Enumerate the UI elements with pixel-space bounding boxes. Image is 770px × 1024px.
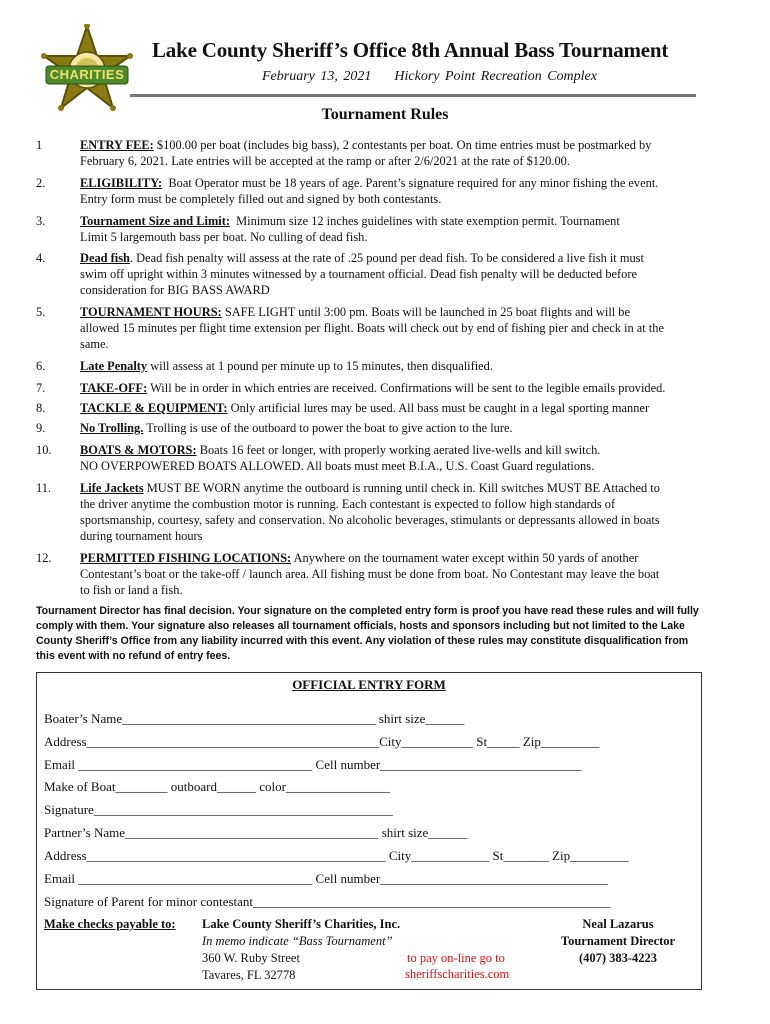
header-divider bbox=[130, 94, 696, 97]
rule-number: 11. bbox=[36, 481, 52, 495]
rule-heading: BOATS & MOTORS: bbox=[80, 443, 197, 457]
rule-number: 12. bbox=[36, 551, 52, 565]
rule-heading: Life Jackets bbox=[80, 481, 144, 495]
rule-heading: Tournament Size and Limit: bbox=[80, 214, 230, 228]
rule-number: 10. bbox=[36, 443, 52, 457]
rule-item bbox=[36, 175, 696, 207]
parent-signature-field[interactable]: Signature of Parent for minor contestant_______________________________________________________ bbox=[44, 894, 611, 909]
partner-address-field[interactable]: Address______________________________________________ City____________ St_______ Zip_________ bbox=[44, 848, 629, 863]
rule-first-line bbox=[80, 480, 696, 496]
rule-continuation-line: during tournament hours bbox=[80, 529, 203, 543]
boat-details-field[interactable]: Make of Boat________ outboard______ color________________ bbox=[44, 779, 390, 794]
boater-name-field[interactable]: Boater’s Name_______________________________________ shirt size______ bbox=[44, 711, 465, 726]
rule-continuation-line: Entry form must be completely filled out and signed by both contestants. bbox=[80, 192, 442, 206]
rules-title: Tournament Rules bbox=[321, 106, 449, 123]
rule-continuation-line: NO OVERPOWERED BOATS ALLOWED. All boats must meet B.I.A., U.S. Coast Guard regulations. bbox=[80, 459, 595, 473]
rule-item bbox=[36, 480, 696, 544]
rule-continuation-line: the driver anytime the combustion motor is running. Each contestant is expected to follow high standards of bbox=[80, 497, 616, 511]
rule-text: will assess at 1 pound per minute up to 15 minutes, then disqualified. bbox=[147, 359, 493, 373]
rule-number: 1 bbox=[36, 138, 43, 152]
rule-first-line bbox=[80, 442, 696, 458]
partner-name-field[interactable]: Partner’s Name_______________________________________ shirt size______ bbox=[44, 825, 468, 840]
rule-heading: Late Penalty bbox=[80, 359, 148, 373]
rule-first-line bbox=[80, 550, 696, 566]
payee-street: 360 W. Ruby Street bbox=[202, 951, 300, 965]
rules-list bbox=[36, 137, 696, 598]
entry-form-title: OFFICIAL ENTRY FORM bbox=[292, 677, 446, 692]
rule-text: Will be in order in which entries are received. Confirmations will be sent to the legible emails provided. bbox=[147, 381, 666, 395]
rule-first-line bbox=[80, 420, 696, 436]
rule-number: 9. bbox=[36, 421, 46, 435]
rule-first-line bbox=[80, 400, 696, 416]
rule-first-line bbox=[80, 358, 696, 374]
online-pay-note: to pay on-line go to bbox=[407, 951, 505, 965]
online-pay-link[interactable]: sheriffscharities.com bbox=[405, 967, 510, 981]
rule-continuation-line: same. bbox=[80, 337, 109, 351]
payee-name: Lake County Sheriff’s Charities, Inc. bbox=[202, 917, 401, 931]
rule-item bbox=[36, 250, 696, 298]
boater-address-field[interactable]: Address_____________________________________________City___________ St_____ Zip_________ bbox=[44, 734, 600, 749]
rule-continuation-line: swim off upright within 3 minutes witnessed by a tournament official. Dead fish penalty will be deducted before bbox=[80, 267, 637, 281]
rule-heading: ENTRY FEE: bbox=[80, 138, 154, 152]
logo-text: CHARITIES bbox=[49, 67, 125, 82]
rule-number: 6. bbox=[36, 359, 46, 373]
rule-item bbox=[36, 358, 696, 374]
rule-continuation-line: February 6, 2021. Late entries will be accepted at the ramp or after 2/6/2021 at the rate of $120.00. bbox=[80, 154, 570, 168]
rule-number: 4. bbox=[36, 251, 46, 265]
rule-text: MUST BE WORN anytime the outboard is running until check in. Kill switches MUST BE Attached to bbox=[143, 481, 660, 495]
rule-text: . Dead fish penalty will assess at the rate of .25 pound per dead fish. To be considered a live fish it must bbox=[129, 251, 644, 265]
rule-number: 3. bbox=[36, 214, 46, 228]
rule-text: Trolling is use of the outboard to power the boat to give action to the lure. bbox=[143, 421, 513, 435]
rule-continuation-line: Contestant’s boat or the take-off / launch area. All fishing must be done from boat. No Contestant may leave the boat bbox=[80, 567, 660, 581]
event-subtitle bbox=[262, 69, 597, 85]
disclaimer-text: Tournament Director has final decision. Your signature on the completed entry form is proof you have read these rules and will fully comply with them. Your signature also releases all tournament officials, hosts and sponsors including but not limited to the Lake County Sheriff’s Office from any liability incurred with this event. Any violation of these rules may constitute disqualification from this event with no refund of entry fees. bbox=[36, 605, 699, 662]
director-phone: (407) 383-4223 bbox=[578, 951, 658, 965]
rule-continuation-line: allowed 15 minutes per flight time extension per flight. Boats will check out by end of fishing pier and check in at the bbox=[80, 321, 664, 335]
rule-item bbox=[36, 380, 696, 396]
rule-text: Boat Operator must be 18 years of age. Parent’s signature required for any minor fishing the event. bbox=[162, 176, 659, 190]
rule-continuation-line: to fish or land a fish. bbox=[80, 583, 183, 597]
rule-item bbox=[36, 137, 696, 169]
rule-heading: TACKLE & EQUIPMENT: bbox=[80, 401, 228, 415]
rule-continuation-line: Limit 5 largemouth bass per boat. No culling of dead fish. bbox=[80, 230, 368, 244]
rule-first-line bbox=[80, 137, 696, 153]
rule-heading: PERMITTED FISHING LOCATIONS: bbox=[80, 551, 292, 565]
rule-number: 5. bbox=[36, 305, 46, 319]
boater-signature-field[interactable]: Signature______________________________________________ bbox=[44, 802, 393, 817]
rule-number: 8. bbox=[36, 401, 46, 415]
rule-text: Anywhere on the tournament water except within 50 yards of another bbox=[291, 551, 639, 565]
rule-item bbox=[36, 442, 696, 474]
rule-heading: Dead fish bbox=[80, 251, 130, 265]
rule-item bbox=[36, 550, 696, 598]
rule-number: 2. bbox=[36, 176, 46, 190]
rule-first-line bbox=[80, 304, 696, 320]
event-venue: Hickory Point Recreation Complex bbox=[394, 69, 597, 84]
entry-form bbox=[36, 672, 702, 990]
rule-first-line bbox=[80, 380, 696, 396]
page-title: Lake County Sheriff’s Office 8th Annual Bass Tournament bbox=[152, 38, 669, 62]
rule-text: Boats 16 feet or longer, with properly working aerated live-wells and kill switch. bbox=[196, 443, 601, 457]
payee-city: Tavares, FL 32778 bbox=[202, 968, 296, 982]
rule-continuation-line: consideration for BIG BASS AWARD bbox=[80, 283, 270, 297]
rule-item bbox=[36, 400, 696, 416]
rule-text: $100.00 per boat (includes big bass), 2 contestants per boat. On time entries must be postmarked by bbox=[153, 138, 652, 152]
rule-text: Minimum size 12 inches guidelines with state exemption permit. Tournament bbox=[229, 214, 620, 228]
rule-continuation-line: sportsmanship, courtesy, safety and conservation. No alcoholic beverages, stimulants or depressants allowed in boats bbox=[80, 513, 660, 527]
rule-heading: TOURNAMENT HOURS: bbox=[80, 305, 222, 319]
director-name: Neal Lazarus bbox=[582, 917, 654, 931]
director-title: Tournament Director bbox=[560, 934, 676, 948]
rule-first-line bbox=[80, 250, 696, 266]
rule-heading: TAKE-OFF: bbox=[80, 381, 148, 395]
event-date: February 13, 2021 bbox=[262, 69, 372, 84]
rule-text: Only artificial lures may be used. All bass must be caught in a legal sporting manner bbox=[227, 401, 650, 415]
rule-first-line bbox=[80, 175, 696, 191]
rule-first-line bbox=[80, 213, 696, 229]
rule-item bbox=[36, 304, 696, 352]
partner-email-field[interactable]: Email ____________________________________ Cell number___________________________________ bbox=[44, 871, 608, 886]
rule-number: 7. bbox=[36, 381, 46, 395]
pay-label: Make checks payable to: bbox=[44, 917, 176, 931]
memo-instruction: In memo indicate “Bass Tournament” bbox=[202, 934, 393, 948]
boater-email-field[interactable]: Email ____________________________________ Cell number_______________________________ bbox=[44, 757, 582, 772]
rule-item bbox=[36, 213, 696, 245]
rule-item bbox=[36, 420, 696, 436]
rule-heading: ELIGIBILITY: bbox=[80, 176, 163, 190]
rule-heading: No Trolling. bbox=[80, 421, 144, 435]
rule-text: SAFE LIGHT until 3:00 pm. Boats will be launched in 25 boat flights and will be bbox=[221, 305, 630, 319]
